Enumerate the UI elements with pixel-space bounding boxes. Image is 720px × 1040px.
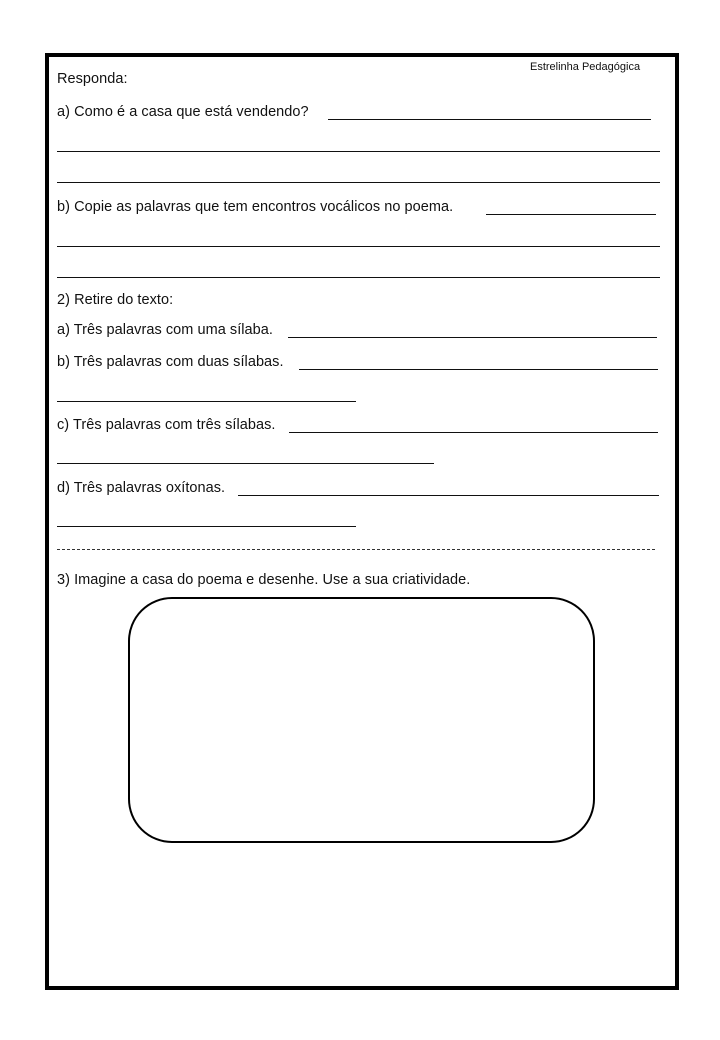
answer-line-2d-inline[interactable] — [238, 495, 659, 496]
answer-line-a-2[interactable] — [57, 182, 660, 183]
page-border — [45, 53, 679, 990]
section3-title: 3) Imagine a casa do poema e desenhe. Use a sua criatividade. — [57, 572, 471, 588]
question-b-text: b) Copie as palavras que tem encontros vocálicos no poema. — [57, 199, 454, 215]
section2-title: 2) Retire do texto: — [57, 292, 174, 308]
answer-line-2d[interactable] — [57, 526, 356, 527]
item-b-text: b) Três palavras com duas sílabas. — [57, 354, 284, 370]
answer-line-b-2[interactable] — [57, 277, 660, 278]
question-a-text: a) Como é a casa que está vendendo? — [57, 104, 309, 120]
brand-label: Estrelinha Pedagógica — [530, 61, 641, 73]
item-a-text: a) Três palavras com uma sílaba. — [57, 322, 273, 338]
answer-line-2a[interactable] — [288, 337, 657, 338]
answer-line-b-inline[interactable] — [486, 214, 656, 215]
answer-line-a-1[interactable] — [57, 151, 660, 152]
answer-line-2c-inline[interactable] — [289, 432, 658, 433]
answer-line-2b[interactable] — [57, 401, 356, 402]
section1-title: Responda: — [57, 71, 128, 87]
item-c-text: c) Três palavras com três sílabas. — [57, 417, 276, 433]
section-divider — [57, 549, 655, 550]
answer-line-b-1[interactable] — [57, 246, 660, 247]
answer-line-2b-inline[interactable] — [299, 369, 658, 370]
drawing-box[interactable] — [128, 597, 595, 843]
item-d-text: d) Três palavras oxítonas. — [57, 480, 226, 496]
answer-line-a-inline[interactable] — [328, 119, 651, 120]
answer-line-2c[interactable] — [57, 463, 434, 464]
